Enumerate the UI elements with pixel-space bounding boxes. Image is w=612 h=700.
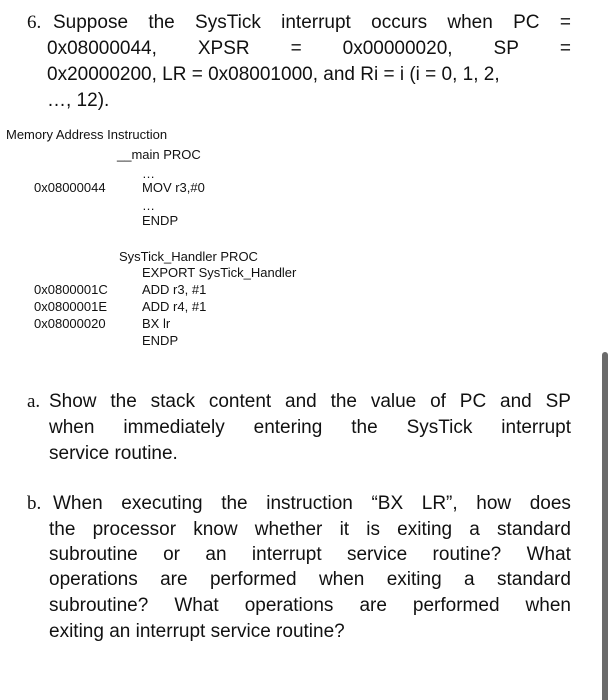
word: exiting xyxy=(386,569,442,590)
word: the xyxy=(110,391,137,412)
word: whether xyxy=(254,519,323,540)
word: Show xyxy=(49,391,97,412)
word: and xyxy=(500,391,532,412)
word: interrupt xyxy=(281,12,351,33)
word: subroutine? xyxy=(49,595,149,616)
question-line-3: 0x20000200, LR = 0x08001000, and Ri = i (i = 0, 1, 2, xyxy=(47,64,500,85)
ellipsis: … xyxy=(142,166,155,181)
word: routine? xyxy=(432,544,502,565)
word: = xyxy=(290,38,302,59)
word: does xyxy=(529,493,571,514)
word: of xyxy=(430,391,446,412)
part-b-line-4 xyxy=(49,567,571,592)
instruction-bx: BX lr xyxy=(142,316,171,331)
word: “BX xyxy=(371,493,404,514)
word: SP xyxy=(493,38,519,59)
word: SysTick xyxy=(406,417,473,438)
word: content xyxy=(208,391,272,412)
word: the xyxy=(148,12,175,33)
word: an xyxy=(205,544,227,565)
word: interrupt xyxy=(251,544,322,565)
export-line: EXPORT SysTick_Handler xyxy=(142,265,297,280)
instruction-add1: ADD r3, #1 xyxy=(142,282,207,297)
word: or xyxy=(163,544,181,565)
endp-main: ENDP xyxy=(142,213,179,228)
word: and xyxy=(285,391,317,412)
word: When xyxy=(53,493,103,514)
word: are xyxy=(359,595,387,616)
instruction-add2: ADD r4, #1 xyxy=(142,299,207,314)
scrollbar-thumb[interactable] xyxy=(602,352,608,700)
handler-proc-line: SysTick_Handler PROC xyxy=(119,249,258,264)
word: performed xyxy=(209,569,297,590)
word: when xyxy=(318,569,365,590)
main-proc-line: __main PROC xyxy=(117,147,201,162)
word: a xyxy=(464,569,475,590)
word: is xyxy=(366,519,380,540)
word: when xyxy=(49,417,95,438)
part-a-line-3: service routine. xyxy=(49,443,178,464)
word: know xyxy=(193,519,238,540)
part-a-line-2 xyxy=(49,415,571,440)
word: exiting xyxy=(397,519,453,540)
question-line-4: …, 12). xyxy=(47,90,110,111)
word: immediately xyxy=(123,417,225,438)
word: standard xyxy=(497,519,571,540)
word: how xyxy=(476,493,512,514)
endp-handler: ENDP xyxy=(142,333,179,348)
part-b-line-1 xyxy=(53,491,571,516)
code-header: Memory Address Instruction xyxy=(6,127,168,142)
part-b-line-3 xyxy=(49,542,571,567)
address-add2: 0x0800001E xyxy=(34,299,108,314)
word: What xyxy=(526,544,571,565)
part-a-label: a. xyxy=(27,391,41,412)
word: the xyxy=(330,391,357,412)
word: operations xyxy=(49,569,138,590)
word: LR”, xyxy=(421,493,458,514)
word: performed xyxy=(412,595,500,616)
word: XPSR xyxy=(197,38,250,59)
address-bx: 0x08000020 xyxy=(34,316,106,331)
part-b-line-5 xyxy=(49,593,571,618)
word: the xyxy=(221,493,248,514)
word: it xyxy=(339,519,350,540)
word: a xyxy=(469,519,480,540)
word: SP xyxy=(545,391,571,412)
ellipsis: … xyxy=(142,198,155,213)
address-mov: 0x08000044 xyxy=(34,180,106,195)
part-b-label: b. xyxy=(27,493,42,514)
word: = xyxy=(559,38,571,59)
word: the xyxy=(351,417,378,438)
part-a-line-1 xyxy=(49,389,571,414)
word: when xyxy=(447,12,493,33)
word: stack xyxy=(150,391,195,412)
word: What xyxy=(174,595,219,616)
word: SysTick xyxy=(195,12,261,33)
question-number: 6. xyxy=(27,12,42,33)
word: instruction xyxy=(266,493,353,514)
word: interrupt xyxy=(501,417,571,438)
word: service xyxy=(346,544,408,565)
question-line-1 xyxy=(53,10,571,35)
word: Suppose xyxy=(53,12,129,33)
word: executing xyxy=(121,493,203,514)
word: occurs xyxy=(371,12,428,33)
word: operations xyxy=(244,595,334,616)
word: 0x00000020, xyxy=(342,38,453,59)
word: when xyxy=(525,595,571,616)
word: = xyxy=(559,12,571,33)
word: are xyxy=(160,569,188,590)
instruction-mov: MOV r3,#0 xyxy=(142,180,205,195)
word: value xyxy=(370,391,417,412)
word: the xyxy=(49,519,76,540)
part-b-line-2 xyxy=(49,517,571,542)
address-add1: 0x0800001C xyxy=(34,282,108,297)
word: 0x08000044, xyxy=(47,38,157,59)
word: processor xyxy=(92,519,177,540)
word: PC xyxy=(513,12,540,33)
word: standard xyxy=(496,569,571,590)
word: entering xyxy=(253,417,323,438)
word: PC xyxy=(459,391,487,412)
part-b-line-6: exiting an interrupt service routine? xyxy=(49,621,345,642)
question-line-2 xyxy=(47,36,571,61)
word: subroutine xyxy=(49,544,138,565)
